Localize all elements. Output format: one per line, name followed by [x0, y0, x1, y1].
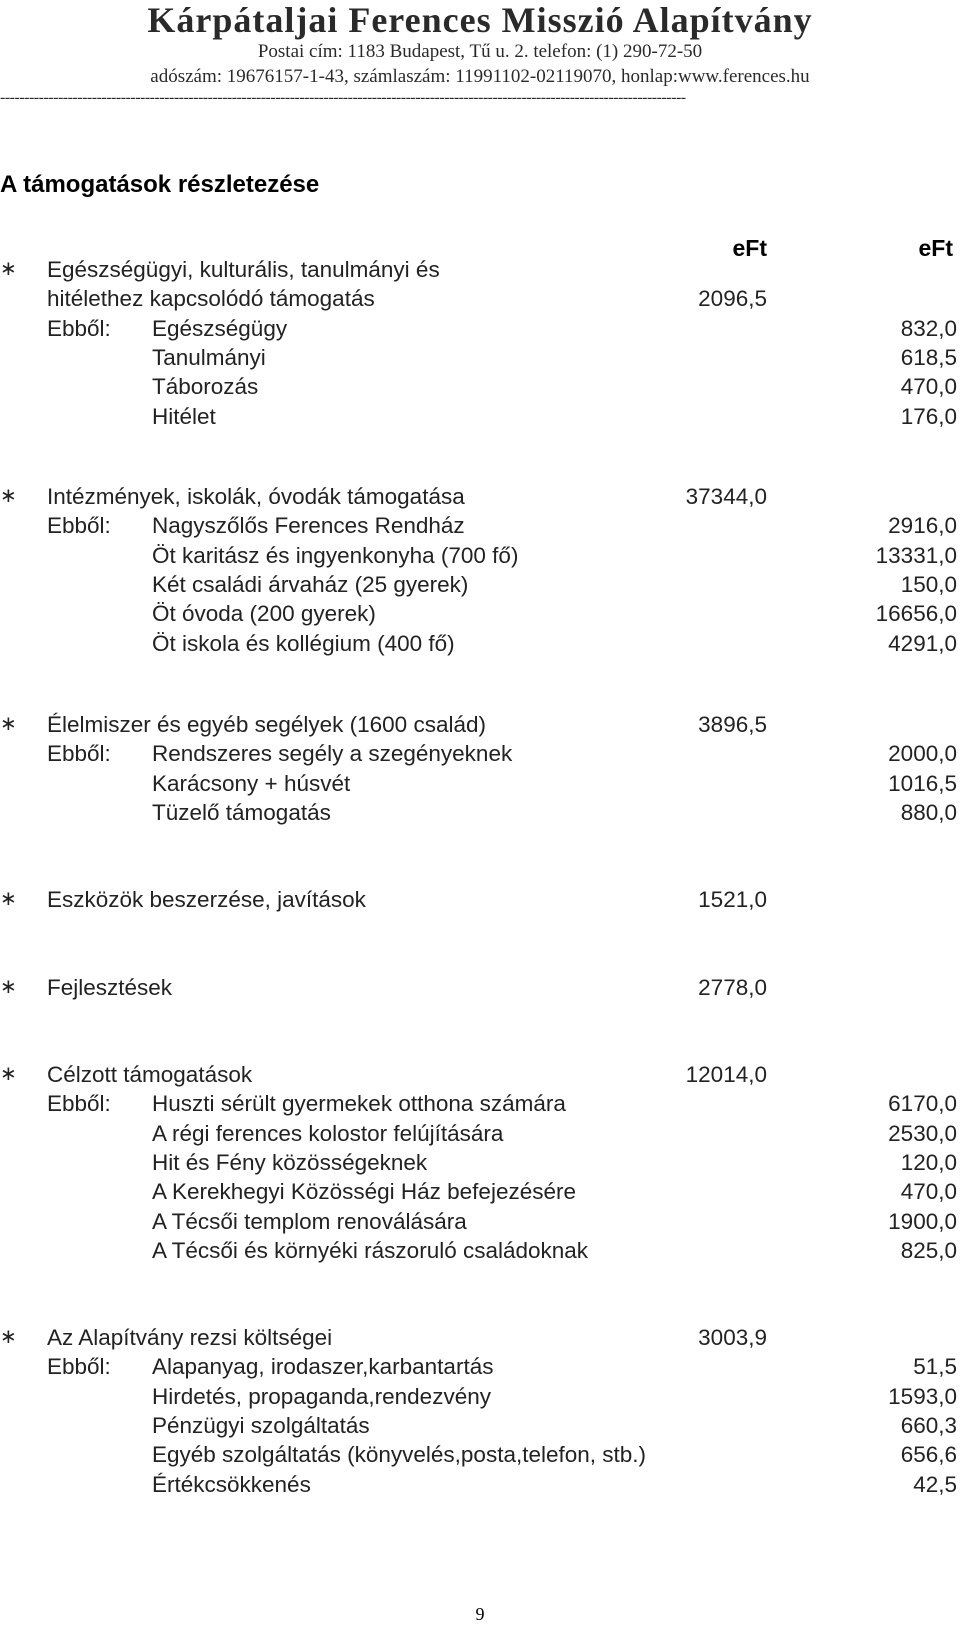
line-item-value: 150,0 [900, 571, 957, 597]
line-item-value: 6170,0 [888, 1091, 957, 1117]
section-total: 3003,9 [698, 1325, 767, 1350]
section-total: 12014,0 [685, 1062, 767, 1087]
section-heading-row [0, 973, 960, 1002]
line-item-row [0, 372, 960, 401]
section-heading-row [0, 255, 960, 284]
line-item-label: A régi ferences kolostor felújítására [152, 1120, 504, 1146]
line-item-value: 176,0 [900, 403, 957, 429]
line-item-label: Öt óvoda (200 gyerek) [152, 601, 376, 627]
ebbol-label: Ebből: [47, 513, 111, 539]
bullet-asterisk: ∗ [0, 1063, 17, 1085]
line-item-label: Öt karitász és ingyenkonyha (700 fő) [152, 542, 519, 568]
line-item-row [0, 739, 960, 768]
page-number: 9 [475, 1604, 485, 1624]
bullet-asterisk: ∗ [0, 1326, 17, 1348]
line-item-label: Egészségügy [152, 315, 288, 341]
section-total: 2778,0 [698, 975, 767, 1000]
line-item-row [0, 1119, 960, 1148]
section-label: Célzott támogatások [47, 1062, 253, 1087]
line-item-row [0, 1177, 960, 1206]
line-item-label: Alapanyag, irodaszer,karbantartás [152, 1354, 494, 1380]
line-item-value: 825,0 [900, 1237, 957, 1263]
section-total: 2096,5 [698, 286, 767, 312]
line-item-value: 16656,0 [875, 601, 957, 627]
line-item-row [0, 343, 960, 372]
section-label: Eszközök beszerzése, javítások [47, 887, 366, 912]
line-item-value: 470,0 [900, 374, 957, 400]
section-total: 37344,0 [685, 484, 767, 509]
line-item-value: 880,0 [900, 799, 957, 825]
bullet-asterisk: ∗ [0, 713, 17, 735]
line-item-value: 2530,0 [888, 1120, 957, 1146]
line-item-label: Hit és Fény közösségeknek [152, 1149, 428, 1175]
section-total: 1521,0 [698, 887, 767, 912]
section-heading-row [0, 284, 960, 313]
line-item-value: 120,0 [900, 1149, 957, 1175]
line-item-row [0, 1382, 960, 1411]
line-item-row [0, 1470, 960, 1499]
ebbol-label: Ebből: [47, 1354, 111, 1380]
section-label: Egészségügyi, kulturális, tanulmányi és [47, 257, 440, 282]
line-item-row [0, 402, 960, 431]
line-item-value: 4291,0 [888, 630, 957, 656]
ebbol-label: Ebből: [47, 1091, 111, 1117]
page-title: A támogatások részletezése [0, 171, 320, 198]
organization-name: Kárpátaljai Ferences Misszió Alapítvány [147, 0, 813, 40]
line-item-label: Nagyszőlős Ferences Rendház [152, 513, 465, 539]
section-label: Élelmiszer és egyéb segélyek (1600 család) [47, 712, 486, 737]
bullet-asterisk: ∗ [0, 976, 17, 998]
line-item-label: Táborozás [152, 374, 259, 400]
section-heading-row [0, 1060, 960, 1089]
header-divider: ---------------------------------------------------------------------------------------------------------------------------------------------- [0, 89, 686, 106]
section-heading-row [0, 885, 960, 914]
line-item-value: 42,5 [913, 1471, 957, 1497]
line-item-row [0, 1411, 960, 1440]
line-item-row [0, 599, 960, 628]
line-item-label: Hirdetés, propaganda,rendezvény [152, 1383, 491, 1409]
column-header-detail: eFt [918, 235, 953, 261]
line-item-label: Tüzelő támogatás [152, 799, 331, 825]
ebbol-label: Ebből: [47, 315, 111, 341]
line-item-row [0, 1089, 960, 1118]
column-header-subtotal: eFt [732, 235, 767, 261]
line-item-row [0, 314, 960, 343]
line-item-value: 51,5 [913, 1354, 957, 1380]
line-item-label: Rendszeres segély a szegényeknek [152, 741, 513, 767]
line-item-value: 2000,0 [888, 741, 957, 767]
bullet-asterisk: ∗ [0, 258, 17, 280]
section-label: Intézmények, iskolák, óvodák támogatása [47, 484, 465, 509]
line-item-label: Öt iskola és kollégium (400 fő) [152, 630, 455, 656]
line-item-label: Hitélet [152, 403, 216, 429]
line-item-row [0, 1148, 960, 1177]
line-item-label: A Técsői templom renoválására [152, 1208, 467, 1234]
section-label: Fejlesztések [47, 975, 173, 1000]
section-total: 3896,5 [698, 712, 767, 737]
section-label: hitélethez kapcsolódó támogatás [47, 286, 375, 312]
line-item-row [0, 629, 960, 658]
line-item-value: 1016,5 [888, 770, 957, 796]
ebbol-label: Ebből: [47, 741, 111, 767]
postal-address-line: Postai cím: 1183 Budapest, Tű u. 2. telefon: (1) 290-72-50 [257, 41, 703, 62]
line-item-label: Karácsony + húsvét [152, 770, 351, 796]
line-item-label: Egyéb szolgáltatás (könyvelés,posta,telefon, stb.) [152, 1442, 647, 1468]
line-item-value: 470,0 [900, 1179, 957, 1205]
line-item-label: Pénzügyi szolgáltatás [152, 1412, 370, 1438]
line-item-label: Értékcsökkenés [152, 1471, 311, 1497]
line-item-value: 660,3 [900, 1412, 957, 1438]
line-item-value: 2916,0 [888, 513, 957, 539]
section-label: Az Alapítvány rezsi költségei [47, 1325, 333, 1350]
line-item-value: 656,6 [900, 1442, 957, 1468]
line-item-row [0, 511, 960, 540]
bullet-asterisk: ∗ [0, 485, 17, 507]
line-item-value: 1593,0 [888, 1383, 957, 1409]
line-item-row [0, 1207, 960, 1236]
line-item-row [0, 541, 960, 570]
line-item-value: 1900,0 [888, 1208, 957, 1234]
line-item-value: 618,5 [900, 344, 957, 370]
tax-bank-line: adószám: 19676157-1-43, számlaszám: 11991102-02119070, honlap:www.ferences.hu [150, 66, 810, 87]
line-item-label: A Técsői és környéki rászoruló családoknak [152, 1237, 589, 1263]
line-item-row [0, 769, 960, 798]
line-item-label: A Kerekhegyi Közösségi Ház befejezésére [152, 1179, 576, 1205]
section-heading-row [0, 710, 960, 739]
line-item-row [0, 798, 960, 827]
line-item-label: Két családi árvaház (25 gyerek) [152, 571, 469, 597]
line-item-value: 13331,0 [875, 542, 957, 568]
line-item-row [0, 570, 960, 599]
section-heading-row [0, 1323, 960, 1352]
line-item-row [0, 1236, 960, 1265]
bullet-asterisk: ∗ [0, 888, 17, 910]
line-item-row [0, 1352, 960, 1381]
line-item-label: Huszti sérült gyermekek otthona számára [152, 1091, 566, 1117]
section-heading-row [0, 482, 960, 511]
line-item-label: Tanulmányi [152, 344, 266, 370]
line-item-value: 832,0 [900, 315, 957, 341]
line-item-row [0, 1440, 960, 1469]
